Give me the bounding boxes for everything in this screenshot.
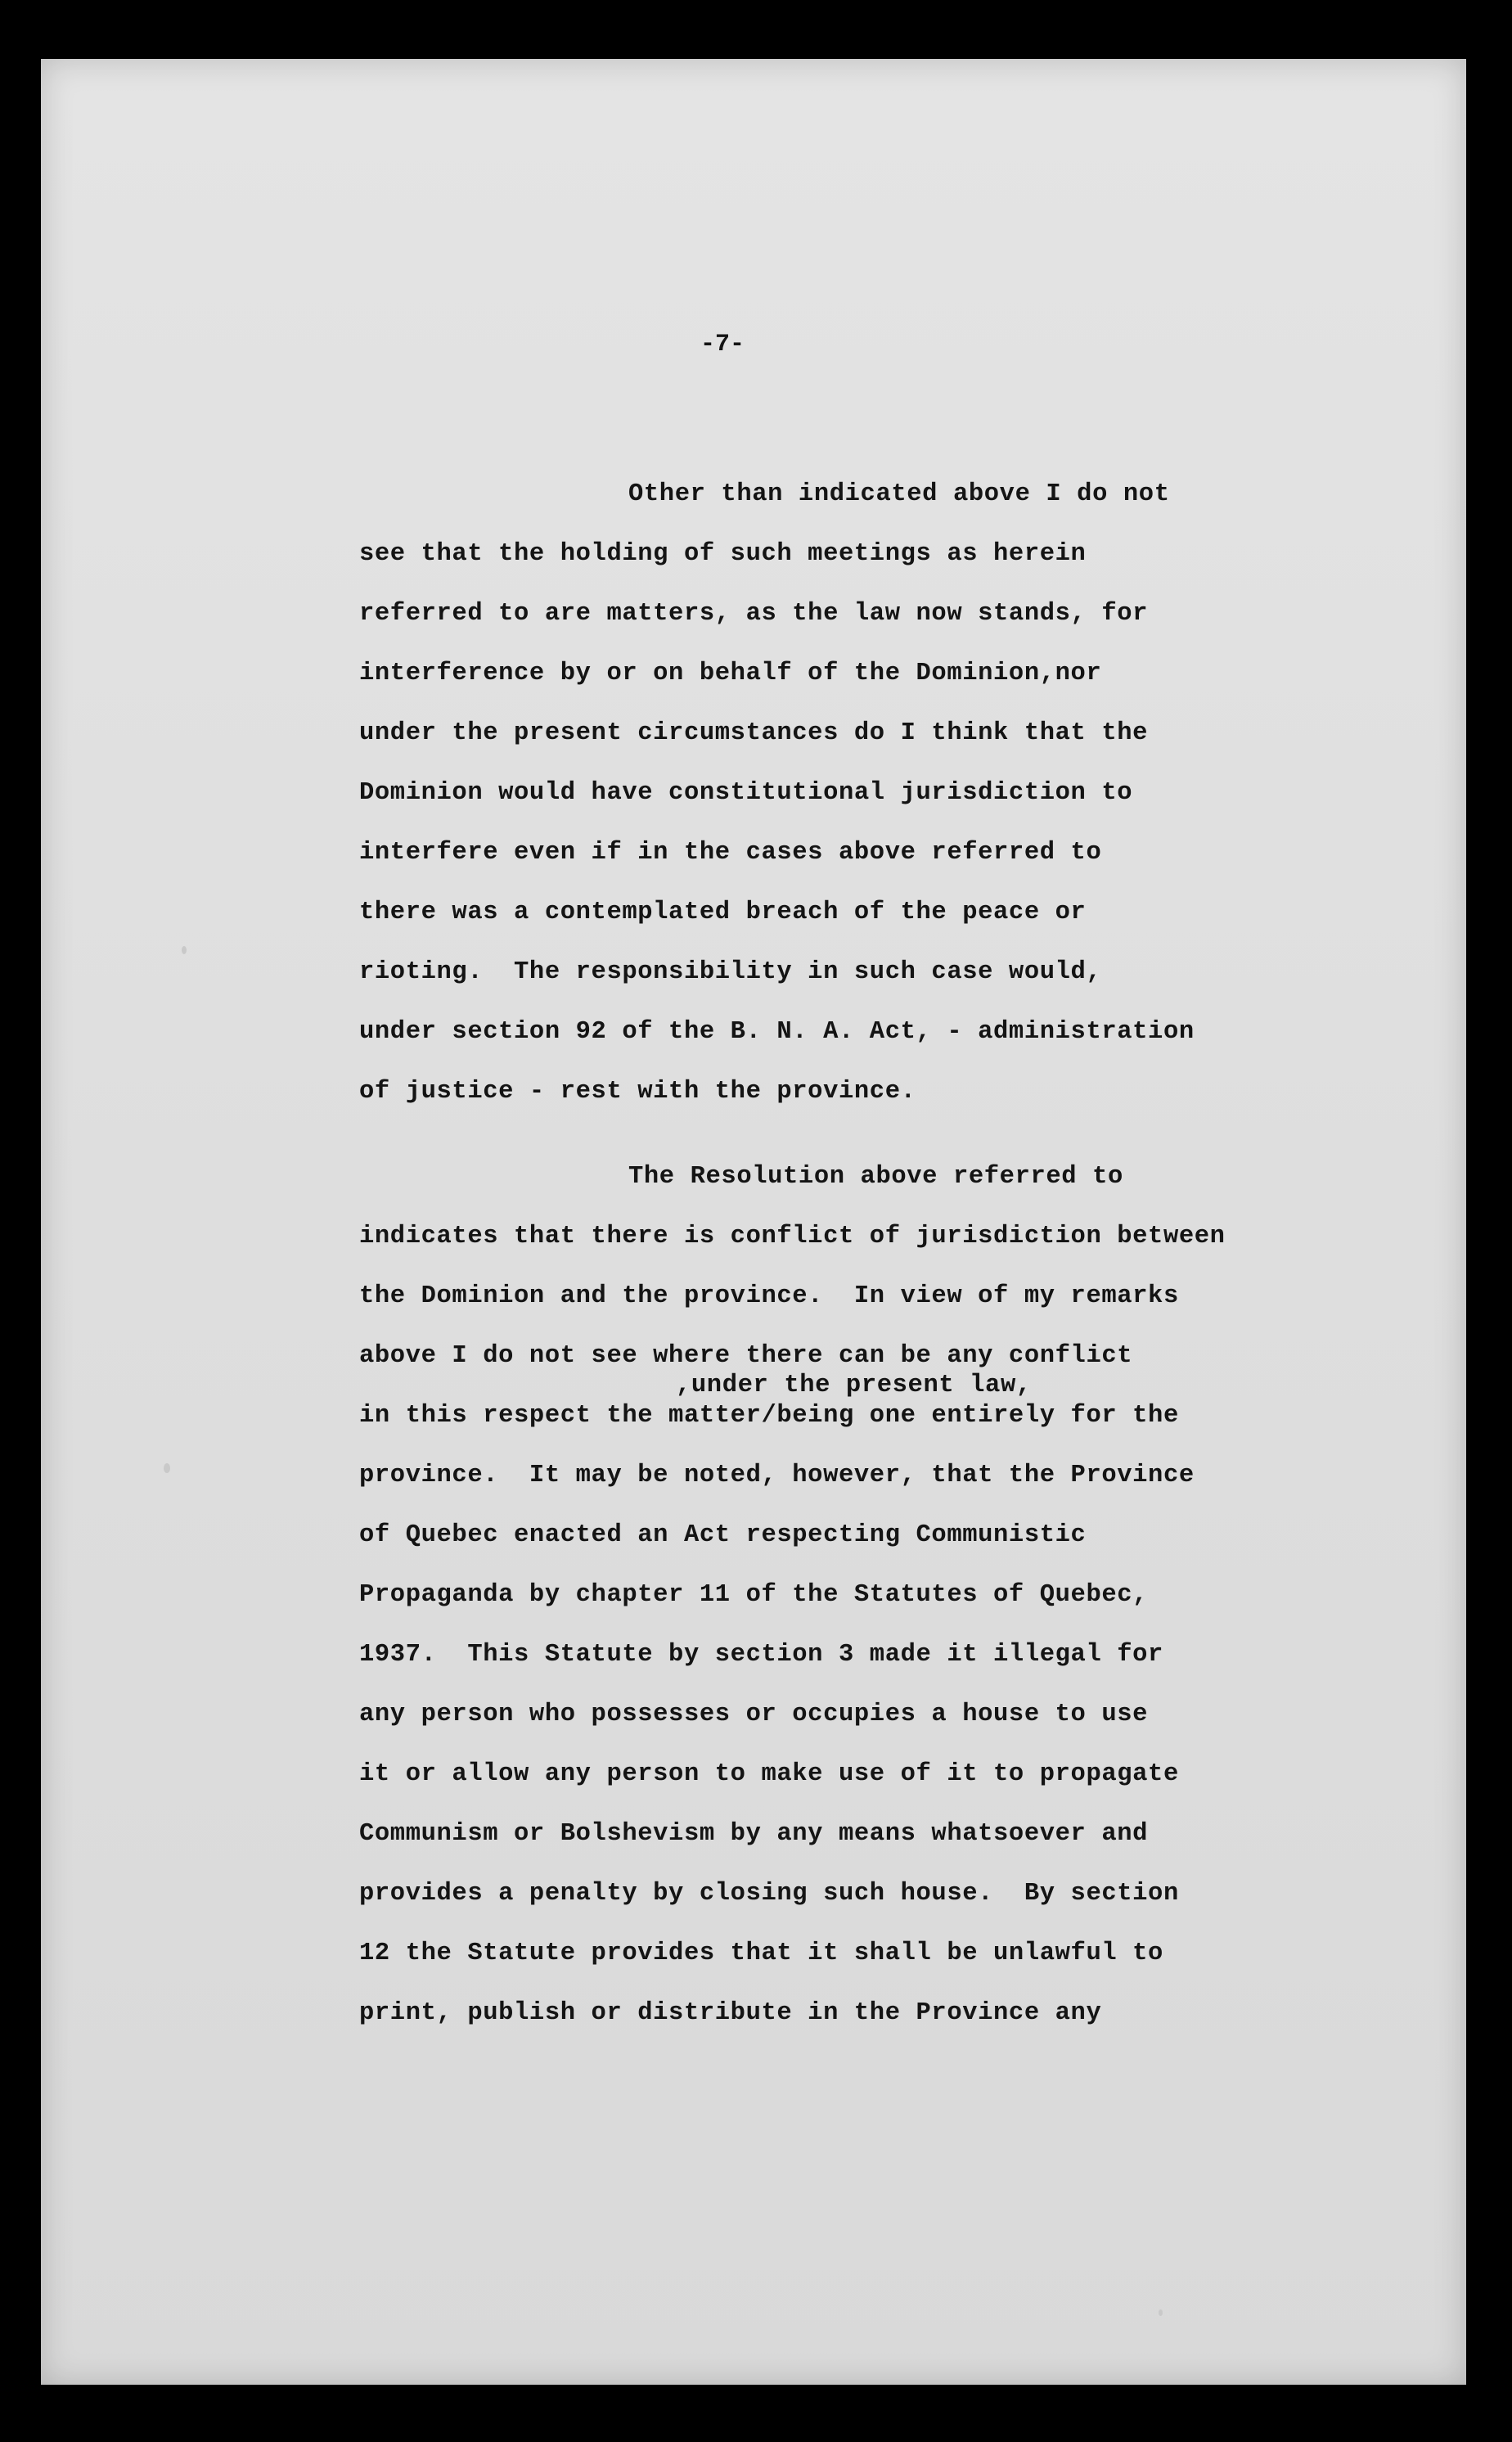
paragraph-1-line-3: referred to are matters, as the law now stands, for: [359, 600, 1149, 628]
paragraph-1-line-6: Dominion would have constitutional jurisdiction to: [359, 779, 1133, 807]
paragraph-2-line-4: above I do not see where there can be any conflict: [359, 1342, 1133, 1370]
paragraph-1-line-1: Other than indicated above I do not: [628, 480, 1170, 508]
paragraph-1-line-5: under the present circumstances do I think that the: [359, 719, 1149, 747]
paragraph-2-line-15: print, publish or distribute in the Province any: [359, 1999, 1102, 2027]
paper-speck: [182, 946, 187, 954]
paragraph-1-line-7: interfere even if in the cases above referred to: [359, 839, 1102, 867]
paragraph-2-line-14: 12 the Statute provides that it shall be unlawful to: [359, 1940, 1163, 1967]
paragraph-2-insertion: ,under the present law,: [676, 1372, 1032, 1399]
paragraph-2-line-12: Communism or Bolshevism by any means whatsoever and: [359, 1820, 1149, 1848]
paragraph-1-line-9: rioting. The responsibility in such case would,: [359, 958, 1102, 986]
paragraph-2-line-7: of Quebec enacted an Act respecting Communistic: [359, 1521, 1087, 1549]
paragraph-2-line-11: it or allow any person to make use of it to propagate: [359, 1760, 1179, 1788]
paragraph-2-line-9: 1937. This Statute by section 3 made it illegal for: [359, 1641, 1163, 1669]
paragraph-1-line-4: interference by or on behalf of the Dominion,nor: [359, 660, 1102, 687]
paragraph-2-line-5: in this respect the matter/being one entirely for the: [359, 1402, 1179, 1430]
paragraph-2-line-2: indicates that there is conflict of jurisdiction between: [359, 1223, 1226, 1250]
paragraph-1-line-8: there was a contemplated breach of the peace or: [359, 899, 1087, 926]
paragraph-2-line-8: Propaganda by chapter 11 of the Statutes of Quebec,: [359, 1581, 1149, 1609]
page-number: -7-: [700, 331, 745, 358]
paper-speck: [1159, 2309, 1163, 2316]
paragraph-1-line-2: see that the holding of such meetings as herein: [359, 540, 1087, 568]
paper-speck: [164, 1463, 170, 1473]
paragraph-2-line-1: The Resolution above referred to: [628, 1163, 1123, 1191]
paragraph-2-line-10: any person who possesses or occupies a house to use: [359, 1701, 1149, 1728]
paragraph-2-line-3: the Dominion and the province. In view of my remarks: [359, 1282, 1179, 1310]
paragraph-1-line-10: under section 92 of the B. N. A. Act, - administration: [359, 1018, 1195, 1046]
paragraph-2-line-13: provides a penalty by closing such house. By section: [359, 1880, 1179, 1908]
paragraph-2-line-6: province. It may be noted, however, that the Province: [359, 1462, 1195, 1489]
paragraph-1-line-11: of justice - rest with the province.: [359, 1078, 916, 1106]
